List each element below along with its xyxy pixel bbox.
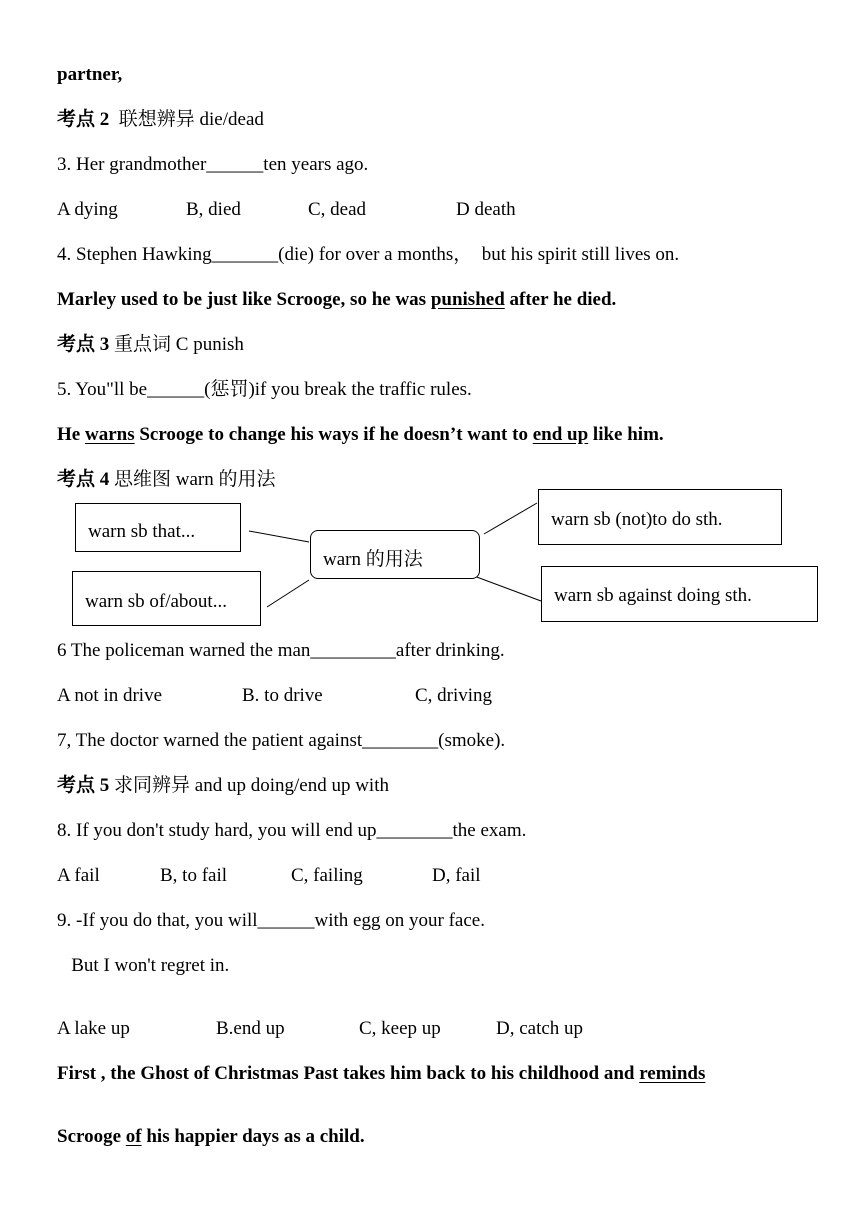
kp5-text: 求同辨异 and up doing/end up with — [109, 775, 389, 796]
underlined-reminds: reminds — [639, 1063, 706, 1084]
kp2-label: 考点 2 — [57, 109, 110, 130]
kp2-text: 联想辨异 die/dead — [109, 109, 264, 130]
sentence-punished: Marley used to be just like Scrooge, so he was punished after he died. — [57, 289, 617, 310]
mindmap-bottom-left-box: warn sb of/about... — [72, 571, 261, 626]
q3-option-a: A dying — [57, 199, 118, 220]
kp3-text: 重点词 C punish — [109, 334, 244, 355]
underlined-warns: warns — [84, 424, 135, 445]
sentence-reminds: First , the Ghost of Christmas Past takes him back to his childhood and reminds — [57, 1063, 706, 1084]
connector-bottom-left — [267, 580, 309, 607]
q6-option-a: A not in drive — [57, 685, 163, 706]
key-point-5 — [57, 775, 389, 797]
key-point-4 — [57, 469, 276, 491]
q3-option-c: C, dead — [308, 199, 367, 220]
connector-top-right — [484, 503, 537, 534]
question-3: 3. Her grandmother______ten years ago. — [57, 154, 369, 175]
partner-line: partner, — [57, 64, 123, 85]
question-4: 4. Stephen Hawking_______(die) for over a months， but his spirit still lives on. — [57, 244, 680, 265]
mindmap-top-left-box: warn sb that... — [75, 503, 241, 552]
connector-bottom-right — [474, 576, 541, 601]
question-9-reply: But I won't regret in. — [57, 955, 230, 976]
sentence-of: Scrooge of his happier days as a child. — [57, 1126, 365, 1147]
key-point-3 — [57, 334, 244, 356]
sentence-warns: He warns Scrooge to change his ways if he doesn’t want to end up like him. — [57, 424, 664, 445]
connector-top-left — [249, 531, 309, 542]
question-8: 8. If you don't study hard, you will end up________the exam. — [57, 820, 527, 841]
kp4-text: 思维图 warn 的用法 — [109, 469, 276, 490]
kp4-label: 考点 4 — [57, 469, 110, 490]
q6-option-c: C, driving — [415, 685, 493, 706]
underlined-punished: punished — [430, 289, 505, 310]
q9-option-d: D, catch up — [496, 1018, 584, 1039]
question-5: 5. You"ll be______(惩罚)if you break the traffic rules. — [57, 379, 472, 400]
q8-option-d: D, fail — [432, 865, 481, 886]
key-point-2 — [57, 109, 264, 131]
question-7: 7, The doctor warned the patient against________(smoke). — [57, 730, 506, 751]
kp3-label: 考点 3 — [57, 334, 110, 355]
mindmap-center-box: warn 的用法 — [310, 530, 480, 579]
q8-option-c: C, failing — [291, 865, 363, 886]
q6-option-b: B. to drive — [242, 685, 323, 706]
q9-option-a: A lake up — [57, 1018, 130, 1039]
q8-option-a: A fail — [57, 865, 100, 886]
question-9: 9. -If you do that, you will______with egg on your face. — [57, 910, 485, 931]
underlined-of: of — [125, 1126, 142, 1147]
question-6: 6 The policeman warned the man_________after drinking. — [57, 640, 505, 661]
kp5-label: 考点 5 — [57, 775, 110, 796]
q8-option-b: B, to fail — [160, 865, 228, 886]
underlined-end-up: end up — [532, 424, 589, 445]
q3-option-b: B, died — [186, 199, 241, 220]
mindmap-top-right-box: warn sb (not)to do sth. — [538, 489, 782, 545]
q3-option-d: D death — [456, 199, 516, 220]
q9-option-c: C, keep up — [359, 1018, 441, 1039]
q9-option-b: B.end up — [216, 1018, 285, 1039]
mindmap-bottom-right-box: warn sb against doing sth. — [541, 566, 818, 622]
